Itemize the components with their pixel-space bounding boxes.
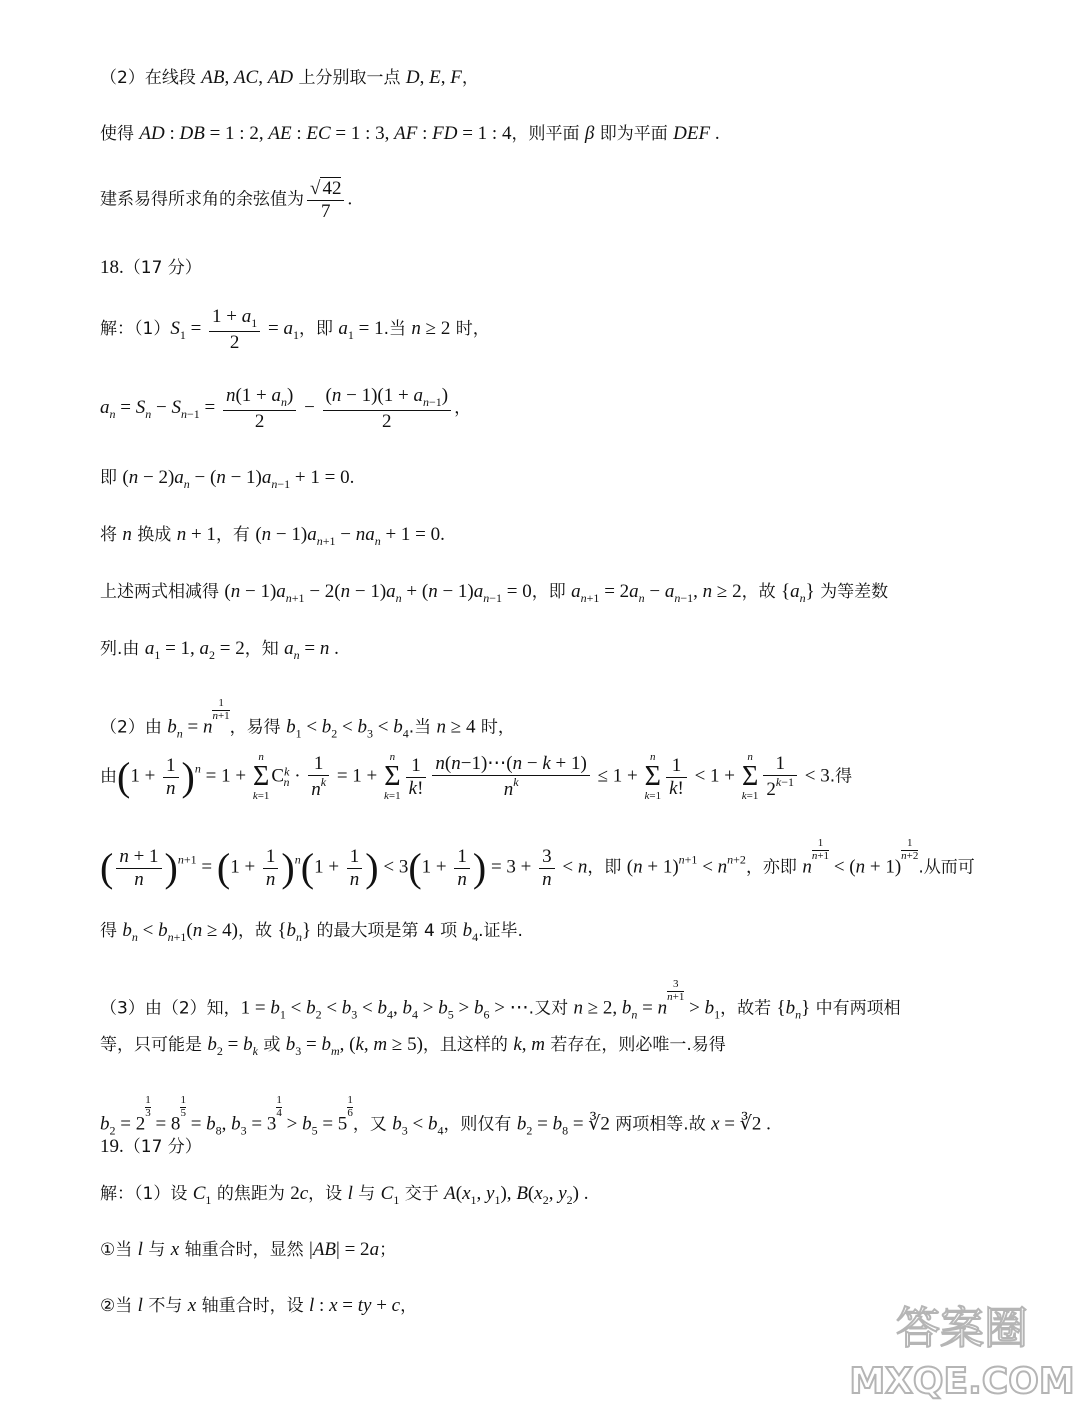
- line-16: 等，只可能是 $b_2 = b_k$ 或 $b_3 = b_m$, (k, m ≥ 5)，且这样的 k, m 若存在，则必唯一.易得: [100, 1034, 726, 1058]
- line-06: $a_n = S_n - S_{n-1}$ = $\frac{n(1 + a_n)}{2}$ − $\frac{(n - 1)(1 + a_{n-1})}{2}$ ，: [100, 385, 472, 432]
- line-03: 建系易得所求角的余弦值为 $\frac{√ 42}{7}$ .: [100, 178, 353, 222]
- line-10: 列.由 $a_1 = 1$, $a_2 = 2$，知 $a_n = n$ .: [100, 638, 339, 662]
- line-15: （3）由（2）知，$1 = b_1 < b_2 < b_3 < b_4$, $b_4 > b_5 > b_6$ > ⋯.又对 n ≥ 2, $b_n = n$ $\frac{3}{n+1}$ > $b_1$，故若 $\{b_n\}$ 中有两项相: [100, 978, 901, 1022]
- watermark-logo: [849, 1291, 1075, 1402]
- line-02: 使得 AD : DB = 1 : 2, AE : EC = 1 : 3, AF : FD = 1 : 4，则平面 β 即为平面 DEF .: [100, 123, 720, 144]
- line-05: 解：$(1)S_1$ = $\frac{1 + a_1}{2}$ = $a_1$，即 $a_1 = 1$.当 n ≥ 2 时，: [100, 306, 490, 353]
- line-08: 将 n 换成 n + 1，有 $(n - 1)a_{n+1} - na_n + 1 = 0$.: [100, 524, 445, 548]
- line-09: 上述两式相减得 $(n - 1)a_{n+1} - 2(n - 1)a_n + (n - 1)a_{n-1} = 0$，即 $a_{n+1} = 2a_n - a_{n-1}$, n ≥ 2，故 $\{a_n\}$ 为等差数: [100, 581, 889, 605]
- line-19: 解：（1）设 $C_1$ 的焦距为 2c，设 l 与 $C_1$ 交于 $A(x_1$, $y_1$), $B(x_2$, $y_2$) .: [100, 1183, 589, 1207]
- line-12: 由(1 + $\frac{1}{n}$ )$^n$ = 1 + n Σ $k=1C^k_n$ · $\frac{1}{n^k}$ = 1 + n Σ k=1 $\frac{1}{k!}$ $\frac{n(n-1)\cdots(n - k + 1)}{n^k}$ ≤ 1 + n Σ k=1 $\frac{1}{k!}$ < 1 + n Σ k=1 $\frac{1}{2^{k-1}}$ < 3.得: [100, 751, 853, 802]
- line-11: （2）由 $b_n = n$ $\frac{1}{n+1}$ ，易得 $b_1 < b_2 < b_3 < b_4$.当 n ≥ 4 时，: [100, 697, 515, 741]
- line-21: ②当 l 不与 x 轴重合时，设 l : x = ty + c，: [100, 1295, 418, 1316]
- line-14: 得 $b_n < b_{n+1}(n \ge 4)$，故 $\{b_n\}$ 的最大项是第 4 项 $b_4$.证毕.: [100, 920, 523, 944]
- watermark-bottom: MXQE.COM: [849, 1361, 1075, 1402]
- line-04: 18.（17 分）: [100, 257, 202, 278]
- line-17: $b_2 = 2$ $\frac{1}{3}$ = 8 $\frac{1}{5}$ = $b_8$, $b_3 = 3$ $\frac{1}{4}$ > $b_5 = 5$ $\frac{1}{6}$ ，又 $b_3 < b_4$，则仅有 $b_2 = b_8$ = ∛2 两项相等.故 x = ∛2 .: [100, 1094, 771, 1138]
- line-18: 19.（17 分）: [100, 1136, 202, 1157]
- line-01: （2）在线段 AB, AC, AD 上分别取一点 D, E, F，: [100, 67, 479, 88]
- line-20: ①当 l 与 x 轴重合时，显然 |AB| = 2a；: [100, 1239, 397, 1260]
- watermark-top: 答案圈: [896, 1303, 1028, 1354]
- line-07: 即 $(n - 2)a_n - (n - 1)a_{n-1} + 1 = 0$.: [100, 467, 355, 491]
- line-13: ( $\frac{n + 1}{n}$ )$^{n+1}$ = (1 + $\frac{1}{n}$ )$^n$(1 + $\frac{1}{n}$ ) < 3(1 + $\frac{1}{n}$ ) = 3 + $\frac{3}{n}$ < n，即 $(n + 1)^{n+1} < n^{n+2}$，亦即 n $\frac{1}{n+1}$ < (n + 1) $\frac{1}{n+2}$ .从而可: [100, 837, 975, 891]
